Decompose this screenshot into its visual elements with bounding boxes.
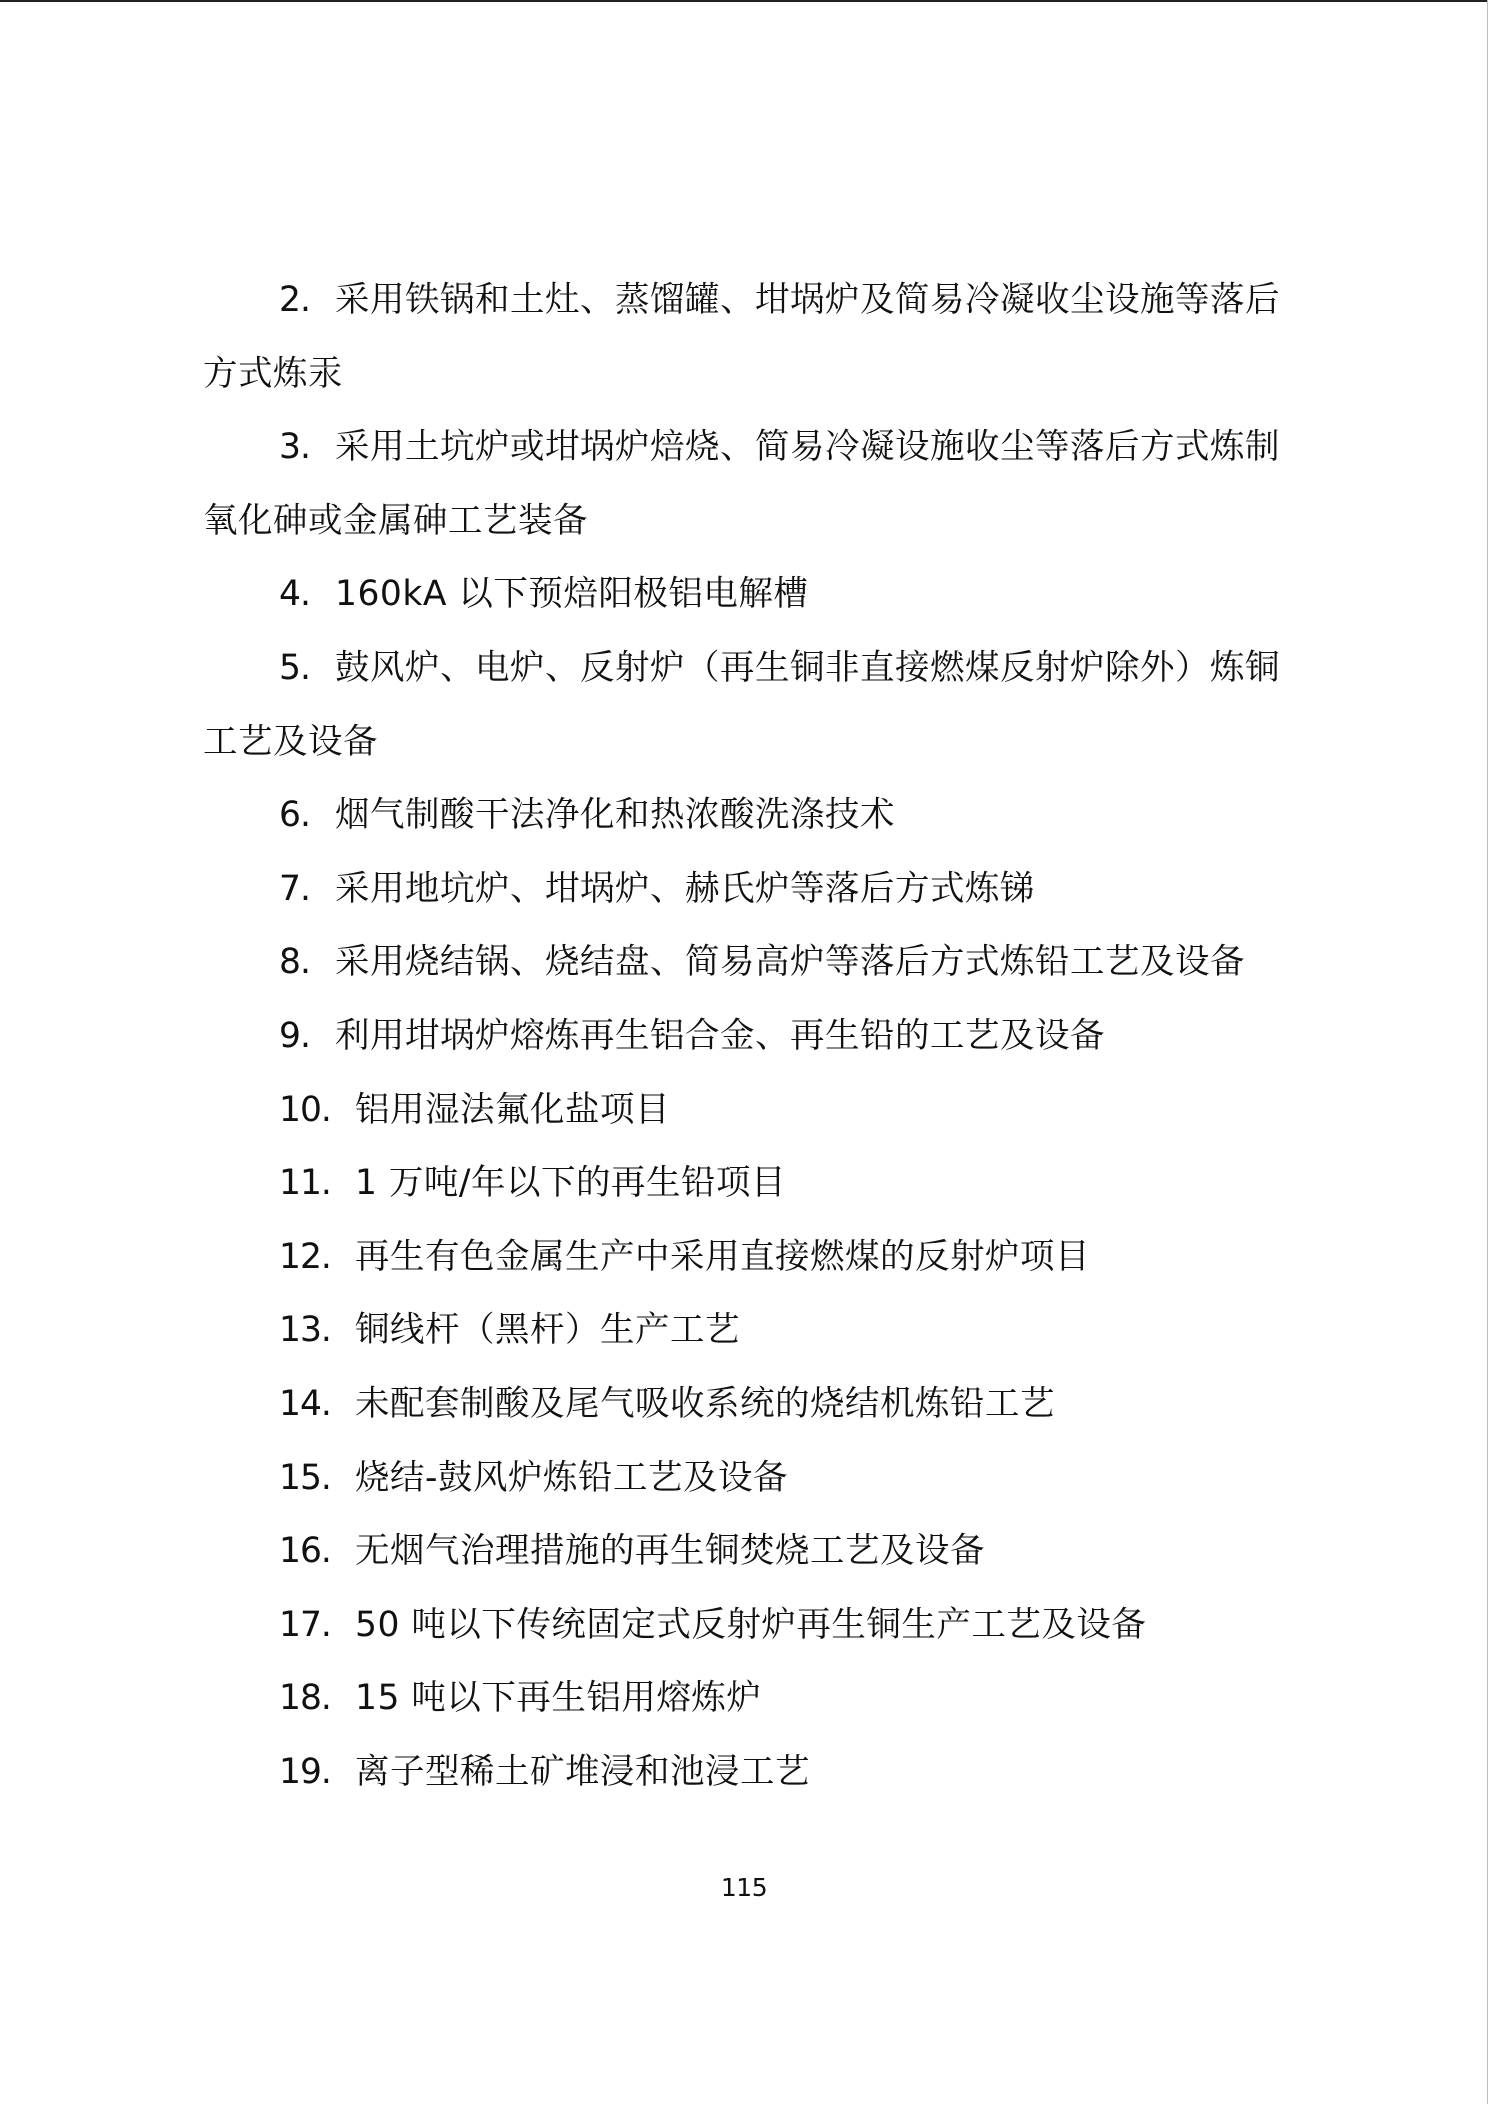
item-text: 采用土坑炉或坩埚炉焙烧、简易冷凝设施收尘等落后方式炼制氧化砷或金属砷工艺装备	[203, 427, 1280, 541]
item-text: 利用坩埚炉熔炼再生铝合金、再生铅的工艺及设备	[335, 1015, 1105, 1056]
item-text: 160kA 以下预焙阳极铝电解槽	[335, 574, 809, 615]
list-item	[203, 1147, 1288, 1221]
item-number: 12.	[279, 1236, 331, 1277]
item-number: 10.	[279, 1089, 331, 1130]
item-number: 2.	[279, 280, 310, 320]
item-number: 13.	[279, 1310, 331, 1351]
list-item	[203, 1294, 1288, 1368]
item-text: 离子型稀土矿堆浸和池浸工艺	[355, 1751, 810, 1792]
list-item	[203, 1000, 1288, 1074]
item-text: 采用烧结锅、烧结盘、简易高炉等落后方式炼铅工艺及设备	[335, 942, 1245, 983]
list-item	[203, 779, 1288, 853]
item-number: 5.	[279, 647, 310, 688]
item-number: 19.	[279, 1751, 331, 1792]
item-text: 铝用湿法氟化盐项目	[355, 1089, 670, 1130]
item-text: 无烟气治理措施的再生铜焚烧工艺及设备	[355, 1531, 985, 1572]
item-number: 8.	[279, 942, 310, 983]
item-number: 7.	[279, 868, 310, 909]
item-text: 烟气制酸干法净化和热浓酸洗涤技术	[335, 795, 895, 836]
item-number: 17.	[279, 1604, 331, 1645]
list-item	[203, 632, 1288, 779]
item-text: 再生有色金属生产中采用直接燃煤的反射炉项目	[355, 1236, 1090, 1277]
item-number: 16.	[279, 1531, 331, 1572]
item-number: 15.	[279, 1457, 331, 1498]
item-text: 采用铁锅和土灶、蒸馏罐、坩埚炉及简易冷凝收尘设施等落后方式炼汞	[203, 280, 1280, 394]
item-text: 未配套制酸及尾气吸收系统的烧结机炼铅工艺	[355, 1383, 1055, 1424]
item-text: 50 吨以下传统固定式反射炉再生铜生产工艺及设备	[355, 1604, 1147, 1645]
item-text: 铜线杆（黑杆）生产工艺	[355, 1310, 740, 1351]
item-text: 烧结-鼓风炉炼铅工艺及设备	[355, 1457, 788, 1498]
item-number: 3.	[279, 427, 310, 468]
item-text: 鼓风炉、电炉、反射炉（再生铜非直接燃煤反射炉除外）炼铜工艺及设备	[203, 647, 1280, 762]
list-item	[203, 558, 1288, 632]
elimination-list	[203, 264, 1288, 1809]
list-item	[203, 1442, 1288, 1516]
list-item	[203, 264, 1288, 411]
item-text: 1 万吨/年以下的再生铅项目	[355, 1163, 787, 1204]
list-item	[203, 926, 1288, 1000]
item-text: 15 吨以下再生铝用熔炼炉	[355, 1678, 762, 1719]
list-item	[203, 1589, 1288, 1663]
list-item	[203, 853, 1288, 927]
page-number: 115	[720, 1873, 768, 1902]
item-number: 9.	[279, 1015, 310, 1056]
item-number: 18.	[279, 1678, 331, 1719]
item-text: 采用地坑炉、坩埚炉、赫氏炉等落后方式炼锑	[335, 868, 1035, 909]
list-item	[203, 1662, 1288, 1736]
item-number: 14.	[279, 1383, 331, 1424]
list-item	[203, 1074, 1288, 1148]
list-item	[203, 1736, 1288, 1810]
top-border	[0, 0, 1488, 2]
list-item	[203, 1515, 1288, 1589]
item-number: 11.	[279, 1163, 331, 1204]
item-number: 4.	[279, 574, 310, 615]
list-item	[203, 411, 1288, 558]
list-item	[203, 1368, 1288, 1442]
list-item	[203, 1221, 1288, 1295]
item-number: 6.	[279, 795, 310, 836]
